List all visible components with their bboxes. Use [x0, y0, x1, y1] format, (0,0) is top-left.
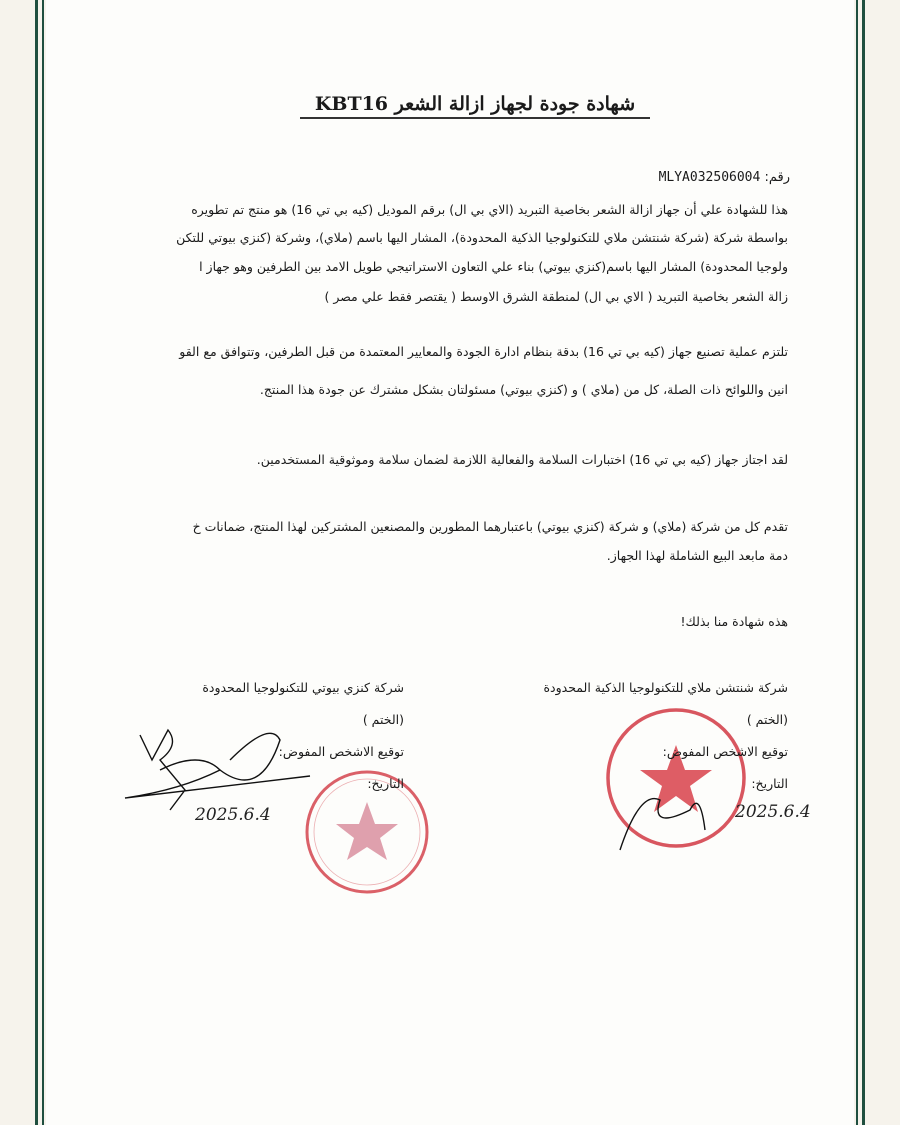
date-label: التاريخ: [751, 776, 788, 791]
company-melai: شركة شنتشن ملاي للتكنولوجيا الذكية المحدودة [543, 680, 788, 695]
reference-value: MLYA032506004 [658, 170, 761, 185]
para4-line1: تقدم كل من شركة (ملاي) و شركة (كنزي بيوتي) باعتبارهما المطورين والمصنعين المشتركين لهذا المنتج، ضمانات خ [192, 519, 788, 534]
seal-label: (الختم ) [746, 712, 788, 727]
signature-label: توقيع الاشخص المفوض: [278, 744, 404, 759]
para1-line1: هذا للشهادة علي أن جهاز ازالة الشعر بخاصية التبريد (الاي بي ال) برقم الموديل (كيه بي تي 16) هو منتج تم تطويره [191, 202, 788, 217]
date-label: التاريخ: [367, 776, 404, 791]
para1-line3: ولوجيا المحدودة) المشار اليها باسم(كنزي بيوتي) بناء علي التعاون الاستراتيجي طويل الامد بين الطرفين وهو جهاز ا [199, 259, 788, 274]
handwritten-date: 2025.6.4 [195, 805, 271, 825]
para4-line2: دمة مابعد البيع الشاملة لهذا الجهاز. [606, 548, 788, 563]
para2-line1: تلتزم عملية تصنيع جهاز (كيه بي تي 16) بدقة بنظام ادارة الجودة والمعايير المعتمدة من قبل الطرفين، وتتوافق مع القو [179, 344, 788, 359]
para3-line1: لقد اجتاز جهاز (كيه بي تي 16) اختبارات السلامة والفعالية اللازمة لضمان سلامة وموثوقية المستخدمين. [256, 452, 788, 467]
para2-line2: انين واللوائح ذات الصلة، كل من (ملاي ) و (كنزي بيوتي) مسئولتان بشكل مشترك عن جودة هذا المنتج. [259, 382, 788, 397]
seal-label: (الختم ) [362, 712, 404, 727]
closing-statement: هذه شهادة منا بذلك! [680, 614, 788, 629]
certificate-title: شهادة جودة لجهاز ازالة الشعر KBT16 [300, 93, 650, 119]
para1-line2: بواسطة شركة (شركة شنتشن ملاي للتكنولوجيا الذكية المحدودة)، المشار اليها باسم (ملاي)، وشركة (كنزي بيوتي للتكن [176, 230, 788, 245]
company-kenzy: شركة كنزي بيوتي للتكنولوجيا المحدودة [202, 680, 404, 695]
reference-label: رقم: [764, 170, 790, 185]
para1-line4: زالة الشعر بخاصية التبريد ( الاي بي ال) لمنطقة الشرق الاوسط ( يقتصر فقط علي مصر ) [324, 289, 788, 304]
signature-label: توقيع الاشخص المفوض: [662, 744, 788, 759]
signature-icon [125, 730, 705, 850]
stamp-icon [608, 710, 744, 846]
handwritten-date: 2025.6.4 [735, 802, 811, 822]
